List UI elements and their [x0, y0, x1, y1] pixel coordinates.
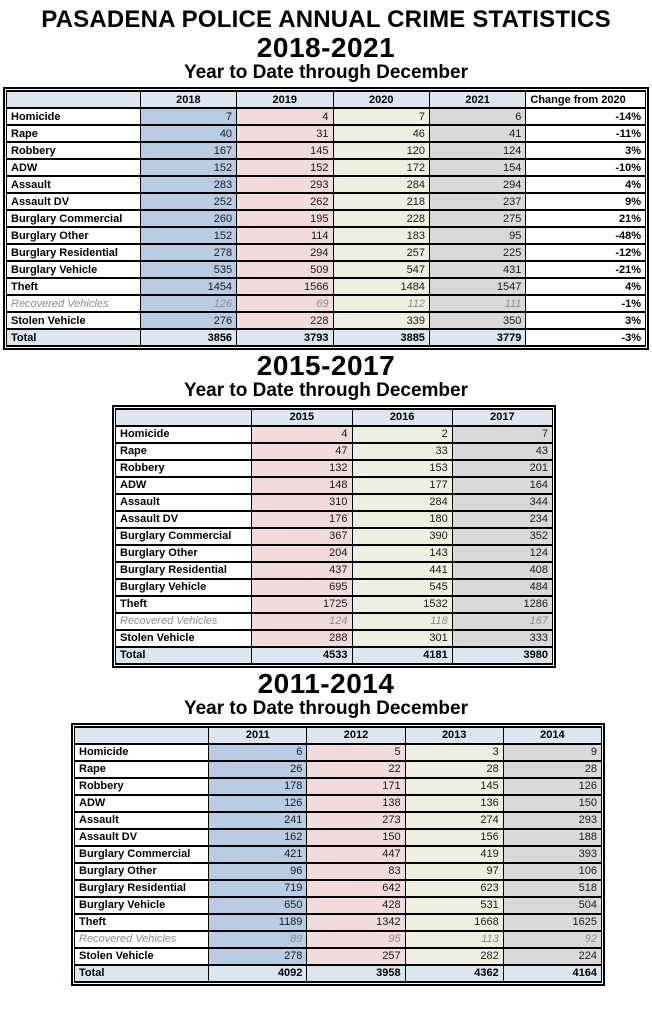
row-label-cell: Burglary Residential — [116, 562, 252, 579]
value-cell: 126 — [503, 778, 601, 795]
value-cell: 1668 — [405, 914, 503, 931]
value-cell: 293 — [237, 176, 333, 193]
value-cell: 350 — [429, 312, 525, 329]
value-cell: 274 — [405, 812, 503, 829]
section-2018-2021 — [0, 34, 652, 350]
value-cell: 89 — [209, 931, 307, 948]
table-row — [75, 846, 602, 863]
row-label-cell: Burglary Vehicle — [116, 579, 252, 596]
year-column-header: 2021 — [429, 91, 525, 108]
table-header-row — [116, 409, 553, 426]
value-cell: 21% — [526, 210, 646, 227]
row-label-cell: Burglary Commercial — [7, 210, 141, 227]
value-cell: 225 — [429, 244, 525, 261]
value-cell: 518 — [503, 880, 601, 897]
row-label-cell: Assault DV — [116, 511, 252, 528]
row-label-cell: Burglary Vehicle — [75, 897, 209, 914]
section-range-title: 2018-2021 — [256, 32, 396, 64]
value-cell: 7 — [333, 108, 429, 125]
table-row — [75, 863, 602, 880]
value-cell: 40 — [140, 125, 236, 142]
row-label-cell: Rape — [75, 761, 209, 778]
row-label-cell: Stolen Vehicle — [116, 630, 252, 647]
value-cell: 428 — [307, 897, 405, 914]
value-cell: 1532 — [352, 596, 452, 613]
table-row — [7, 125, 646, 142]
value-cell: 390 — [352, 528, 452, 545]
value-cell: 393 — [503, 846, 601, 863]
value-cell: 164 — [452, 477, 552, 494]
row-label-cell: Total — [7, 329, 141, 346]
row-label-cell: Homicide — [75, 744, 209, 761]
row-label-cell: Burglary Commercial — [75, 846, 209, 863]
value-cell: 1566 — [237, 278, 333, 295]
table-row — [116, 426, 553, 443]
section-range-title: 2011-2014 — [257, 667, 395, 699]
value-cell: 421 — [209, 846, 307, 863]
value-cell: 124 — [252, 613, 352, 630]
table-row — [7, 159, 646, 176]
value-cell: 288 — [252, 630, 352, 647]
table-row — [7, 210, 646, 227]
value-cell: 3% — [526, 312, 646, 329]
value-cell: 152 — [140, 227, 236, 244]
value-cell: -48% — [526, 227, 646, 244]
value-cell: 118 — [352, 613, 452, 630]
value-cell: 257 — [333, 244, 429, 261]
value-cell: 126 — [209, 795, 307, 812]
value-cell: 148 — [252, 477, 352, 494]
table-row — [75, 914, 602, 931]
row-label-cell: Burglary Commercial — [116, 528, 252, 545]
value-cell: 3% — [526, 142, 646, 159]
value-cell: 228 — [333, 210, 429, 227]
value-cell: 257 — [307, 948, 405, 965]
value-cell: 69 — [237, 295, 333, 312]
value-cell: 22 — [307, 761, 405, 778]
table-row — [75, 795, 602, 812]
table-row — [116, 477, 553, 494]
table-row — [116, 562, 553, 579]
value-cell: 1484 — [333, 278, 429, 295]
value-cell: 234 — [452, 511, 552, 528]
value-cell: 278 — [140, 244, 236, 261]
value-cell: 228 — [237, 312, 333, 329]
value-cell: 547 — [333, 261, 429, 278]
table-header-row — [7, 91, 646, 108]
row-label-cell: Theft — [75, 914, 209, 931]
value-cell: 3980 — [452, 647, 552, 664]
table-row — [116, 630, 553, 647]
value-cell: 224 — [503, 948, 601, 965]
value-cell: 188 — [503, 829, 601, 846]
value-cell: 367 — [252, 528, 352, 545]
value-cell: 273 — [307, 812, 405, 829]
value-cell: 150 — [307, 829, 405, 846]
year-column-header: 2012 — [307, 727, 405, 744]
row-label-cell: ADW — [7, 159, 141, 176]
table-row — [7, 312, 646, 329]
value-cell: 4 — [237, 108, 333, 125]
crime-stats-table — [6, 90, 646, 347]
value-cell: 4181 — [352, 647, 452, 664]
value-cell: 124 — [429, 142, 525, 159]
table-row — [75, 931, 602, 948]
value-cell: 167 — [140, 142, 236, 159]
value-cell: 145 — [237, 142, 333, 159]
value-cell: 4% — [526, 176, 646, 193]
year-column-header: 2014 — [503, 727, 601, 744]
table-row — [7, 176, 646, 193]
value-cell: 7 — [452, 426, 552, 443]
value-cell: 441 — [352, 562, 452, 579]
table-row — [7, 278, 646, 295]
value-cell: 114 — [237, 227, 333, 244]
row-label-cell: Homicide — [7, 108, 141, 125]
value-cell: 95 — [307, 931, 405, 948]
crime-stats-table — [74, 726, 602, 983]
value-cell: 171 — [307, 778, 405, 795]
value-cell: 283 — [140, 176, 236, 193]
row-label-cell: Assault — [75, 812, 209, 829]
value-cell: 112 — [333, 295, 429, 312]
value-cell: -1% — [526, 295, 646, 312]
value-cell: 623 — [405, 880, 503, 897]
section-subtitle: Year to Date through December — [183, 697, 469, 719]
corner-header-cell — [75, 727, 209, 744]
year-column-header: 2015 — [252, 409, 352, 426]
table-row — [116, 443, 553, 460]
value-cell: 310 — [252, 494, 352, 511]
value-cell: 262 — [237, 193, 333, 210]
value-cell: 201 — [452, 460, 552, 477]
value-cell: 162 — [209, 829, 307, 846]
value-cell: 284 — [333, 176, 429, 193]
value-cell: 535 — [140, 261, 236, 278]
table-row — [75, 880, 602, 897]
value-cell: 4164 — [503, 965, 601, 982]
value-cell: 26 — [209, 761, 307, 778]
table-row — [75, 812, 602, 829]
section-2015-2017 — [0, 352, 652, 668]
value-cell: 1454 — [140, 278, 236, 295]
table-row — [7, 261, 646, 278]
section-subtitle: Year to Date through December — [183, 62, 469, 84]
value-cell: 150 — [503, 795, 601, 812]
value-cell: 447 — [307, 846, 405, 863]
value-cell: 3856 — [140, 329, 236, 346]
value-cell: 176 — [252, 511, 352, 528]
value-cell: 5 — [307, 744, 405, 761]
value-cell: 132 — [252, 460, 352, 477]
row-label-cell: Burglary Residential — [7, 244, 141, 261]
value-cell: 31 — [237, 125, 333, 142]
value-cell: 719 — [209, 880, 307, 897]
table-row — [75, 897, 602, 914]
table-header-row — [75, 727, 602, 744]
value-cell: 111 — [429, 295, 525, 312]
value-cell: 204 — [252, 545, 352, 562]
value-cell: 124 — [452, 545, 552, 562]
value-cell: 419 — [405, 846, 503, 863]
table-row — [75, 948, 602, 965]
year-column-header: 2019 — [237, 91, 333, 108]
table-row — [7, 227, 646, 244]
corner-header-cell — [7, 91, 141, 108]
row-label-cell: Homicide — [116, 426, 252, 443]
value-cell: 6 — [429, 108, 525, 125]
value-cell: 4092 — [209, 965, 307, 982]
value-cell: 1342 — [307, 914, 405, 931]
value-cell: 92 — [503, 931, 601, 948]
row-label-cell: Total — [116, 647, 252, 664]
row-label-cell: Burglary Other — [116, 545, 252, 562]
value-cell: 278 — [209, 948, 307, 965]
value-cell: 138 — [307, 795, 405, 812]
value-cell: 437 — [252, 562, 352, 579]
row-label-cell: Assault — [116, 494, 252, 511]
value-cell: 95 — [429, 227, 525, 244]
row-label-cell: Theft — [7, 278, 141, 295]
row-label-cell: Assault DV — [7, 193, 141, 210]
crime-table-2015-2017 — [112, 405, 556, 668]
row-label-cell: Robbery — [116, 460, 252, 477]
value-cell: 509 — [237, 261, 333, 278]
row-label-cell: Recovered Vehicles — [75, 931, 209, 948]
value-cell: 1725 — [252, 596, 352, 613]
value-cell: 3779 — [429, 329, 525, 346]
value-cell: 484 — [452, 579, 552, 596]
year-column-header: 2017 — [452, 409, 552, 426]
row-label-cell: Recovered Vehicles — [116, 613, 252, 630]
crime-table-2018-2021 — [3, 87, 649, 350]
row-label-cell: Recovered Vehicles — [7, 295, 141, 312]
table-row — [75, 744, 602, 761]
table-row — [75, 778, 602, 795]
value-cell: 136 — [405, 795, 503, 812]
value-cell: 294 — [429, 176, 525, 193]
value-cell: 126 — [140, 295, 236, 312]
table-row — [7, 142, 646, 159]
row-label-cell: Assault — [7, 176, 141, 193]
value-cell: 650 — [209, 897, 307, 914]
value-cell: 143 — [352, 545, 452, 562]
crime-stats-table — [115, 408, 553, 665]
value-cell: 97 — [405, 863, 503, 880]
row-label-cell: Burglary Other — [75, 863, 209, 880]
total-row — [7, 329, 646, 346]
value-cell: -21% — [526, 261, 646, 278]
value-cell: 3 — [405, 744, 503, 761]
value-cell: 237 — [429, 193, 525, 210]
value-cell: 352 — [452, 528, 552, 545]
value-cell: 431 — [429, 261, 525, 278]
row-label-cell: Total — [75, 965, 209, 982]
section-subtitle: Year to Date through December — [183, 380, 469, 402]
value-cell: 153 — [352, 460, 452, 477]
row-label-cell: ADW — [116, 477, 252, 494]
value-cell: -14% — [526, 108, 646, 125]
value-cell: 1625 — [503, 914, 601, 931]
crime-table-2011-2014 — [71, 723, 605, 986]
value-cell: 43 — [452, 443, 552, 460]
value-cell: 178 — [209, 778, 307, 795]
section-2011-2014 — [0, 667, 652, 986]
table-row — [75, 761, 602, 778]
value-cell: 531 — [405, 897, 503, 914]
value-cell: 47 — [252, 443, 352, 460]
value-cell: 145 — [405, 778, 503, 795]
value-cell: 333 — [452, 630, 552, 647]
value-cell: 2 — [352, 426, 452, 443]
year-column-header: 2018 — [140, 91, 236, 108]
value-cell: 4 — [252, 426, 352, 443]
value-cell: 4362 — [405, 965, 503, 982]
value-cell: 294 — [237, 244, 333, 261]
value-cell: -10% — [526, 159, 646, 176]
row-label-cell: Stolen Vehicle — [7, 312, 141, 329]
value-cell: 33 — [352, 443, 452, 460]
table-row — [75, 829, 602, 846]
value-cell: 282 — [405, 948, 503, 965]
value-cell: 28 — [503, 761, 601, 778]
corner-header-cell — [116, 409, 252, 426]
value-cell: 301 — [352, 630, 452, 647]
row-label-cell: Robbery — [75, 778, 209, 795]
table-row — [7, 108, 646, 125]
row-label-cell: Rape — [116, 443, 252, 460]
value-cell: 504 — [503, 897, 601, 914]
total-row — [116, 647, 553, 664]
row-label-cell: Burglary Residential — [75, 880, 209, 897]
table-row — [116, 528, 553, 545]
value-cell: 260 — [140, 210, 236, 227]
table-row — [7, 244, 646, 261]
value-cell: 284 — [352, 494, 452, 511]
total-row — [75, 965, 602, 982]
value-cell: 28 — [405, 761, 503, 778]
value-cell: 275 — [429, 210, 525, 227]
value-cell: 7 — [140, 108, 236, 125]
table-row — [116, 511, 553, 528]
value-cell: 3793 — [237, 329, 333, 346]
table-row — [116, 613, 553, 630]
year-column-header: 2011 — [209, 727, 307, 744]
row-label-cell: Assault DV — [75, 829, 209, 846]
value-cell: 293 — [503, 812, 601, 829]
value-cell: 218 — [333, 193, 429, 210]
value-cell: 1547 — [429, 278, 525, 295]
value-cell: 156 — [405, 829, 503, 846]
table-row — [116, 579, 553, 596]
page-title: PASADENA POLICE ANNUAL CRIME STATISTICS — [41, 6, 611, 33]
row-label-cell: Theft — [116, 596, 252, 613]
value-cell: 6 — [209, 744, 307, 761]
row-label-cell: Robbery — [7, 142, 141, 159]
row-label-cell: ADW — [75, 795, 209, 812]
row-label-cell: Stolen Vehicle — [75, 948, 209, 965]
value-cell: 96 — [209, 863, 307, 880]
value-cell: 344 — [452, 494, 552, 511]
table-row — [7, 295, 646, 312]
value-cell: -11% — [526, 125, 646, 142]
value-cell: 152 — [237, 159, 333, 176]
value-cell: 41 — [429, 125, 525, 142]
table-row — [116, 596, 553, 613]
row-label-cell: Burglary Other — [7, 227, 141, 244]
value-cell: 9 — [503, 744, 601, 761]
value-cell: -3% — [526, 329, 646, 346]
value-cell: 4533 — [252, 647, 352, 664]
value-cell: 83 — [307, 863, 405, 880]
value-cell: 276 — [140, 312, 236, 329]
value-cell: 167 — [452, 613, 552, 630]
value-cell: 154 — [429, 159, 525, 176]
value-cell: 241 — [209, 812, 307, 829]
value-cell: 642 — [307, 880, 405, 897]
value-cell: 339 — [333, 312, 429, 329]
value-cell: 695 — [252, 579, 352, 596]
row-label-cell: Rape — [7, 125, 141, 142]
value-cell: 252 — [140, 193, 236, 210]
year-column-header: 2013 — [405, 727, 503, 744]
value-cell: 180 — [352, 511, 452, 528]
year-column-header: Change from 2020 — [526, 91, 646, 108]
value-cell: 3885 — [333, 329, 429, 346]
table-row — [116, 545, 553, 562]
table-row — [116, 460, 553, 477]
value-cell: 46 — [333, 125, 429, 142]
value-cell: 408 — [452, 562, 552, 579]
value-cell: 3958 — [307, 965, 405, 982]
year-column-header: 2016 — [352, 409, 452, 426]
value-cell: 4% — [526, 278, 646, 295]
row-label-cell: Burglary Vehicle — [7, 261, 141, 278]
value-cell: -12% — [526, 244, 646, 261]
value-cell: 545 — [352, 579, 452, 596]
value-cell: 183 — [333, 227, 429, 244]
table-row — [116, 494, 553, 511]
value-cell: 9% — [526, 193, 646, 210]
value-cell: 1189 — [209, 914, 307, 931]
value-cell: 177 — [352, 477, 452, 494]
value-cell: 113 — [405, 931, 503, 948]
value-cell: 120 — [333, 142, 429, 159]
value-cell: 1286 — [452, 596, 552, 613]
table-row — [7, 193, 646, 210]
value-cell: 195 — [237, 210, 333, 227]
year-column-header: 2020 — [333, 91, 429, 108]
value-cell: 106 — [503, 863, 601, 880]
value-cell: 152 — [140, 159, 236, 176]
value-cell: 172 — [333, 159, 429, 176]
section-range-title: 2015-2017 — [256, 350, 396, 382]
